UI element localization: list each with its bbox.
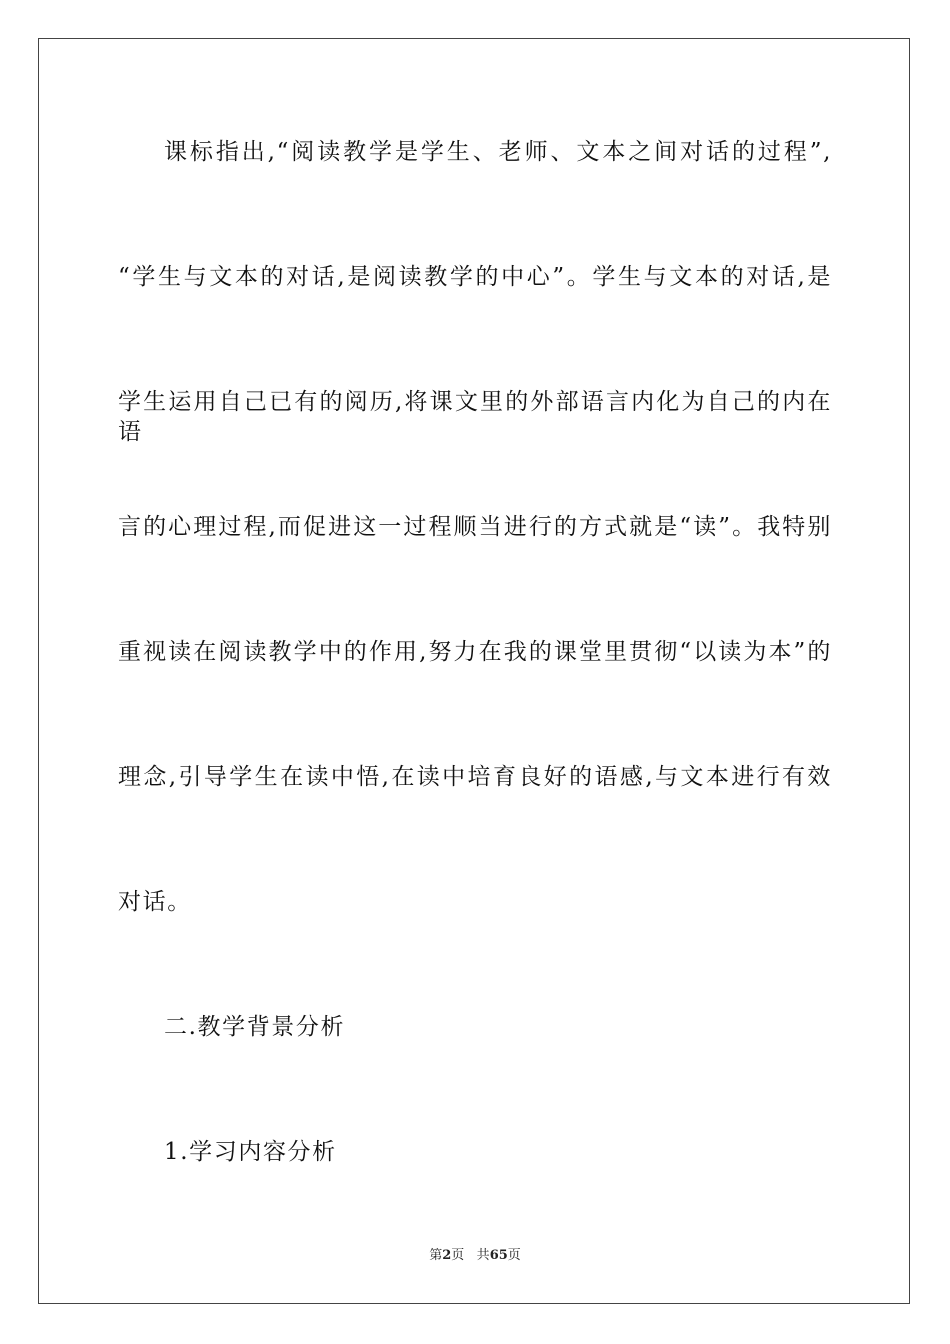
footer-total-pages: 65 (489, 1248, 508, 1263)
page-border (38, 38, 910, 1304)
paragraph-line-5: 重视读在阅读教学中的作用,努力在我的课堂里贯彻“以读为本”的 (118, 639, 832, 665)
footer-total-suffix: 页 (507, 1248, 521, 1263)
subsection-heading: 1.学习内容分析 (164, 1139, 337, 1165)
footer-total-prefix: 共 (476, 1248, 490, 1263)
paragraph-line-4: 言的心理过程,而促进这一过程顺当进行的方式就是“读”。我特别 (118, 514, 832, 540)
paragraph-line-7: 对话。 (118, 889, 192, 915)
footer-page-suffix: 页 (451, 1248, 465, 1263)
page-footer (0, 1247, 950, 1265)
section-heading: 二.教学背景分析 (164, 1014, 346, 1040)
footer-page-number: 2 (442, 1248, 452, 1263)
footer-page-prefix: 第 (429, 1248, 443, 1263)
paragraph-line-3: 学生运用自己已有的阅历,将课文里的外部语言内化为自己的内在语 (118, 389, 832, 445)
paragraph-line-6: 理念,引导学生在读中悟,在读中培育良好的语感,与文本进行有效 (118, 764, 832, 790)
paragraph-line-1: 课标指出,“阅读教学是学生、老师、文本之间对话的过程”, (164, 139, 832, 165)
paragraph-line-2: “学生与文本的对话,是阅读教学的中心”。学生与文本的对话,是 (118, 264, 832, 290)
